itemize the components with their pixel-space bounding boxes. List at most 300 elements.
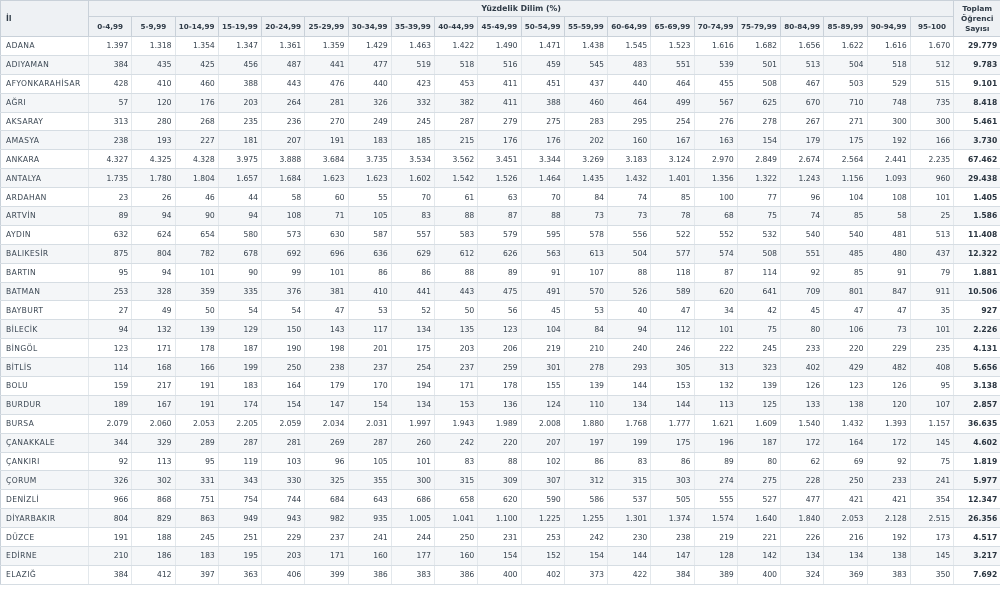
percentile-value-cell: 384 (651, 565, 694, 584)
total-students-cell: 5.656 (954, 358, 1000, 377)
province-name-cell: EDİRNE (1, 547, 89, 566)
table-row (1, 263, 1000, 282)
table-row (1, 452, 1000, 471)
percentile-value-cell: 1.041 (435, 509, 478, 528)
percentile-value-cell: 400 (478, 565, 521, 584)
percentile-value-cell: 384 (89, 55, 132, 74)
province-name-cell: ARDAHAN (1, 188, 89, 207)
percentile-value-cell: 620 (694, 282, 737, 301)
percentile-value-cell: 54 (218, 301, 261, 320)
percentile-value-cell: 328 (132, 282, 175, 301)
percentile-value-cell: 73 (608, 207, 651, 226)
percentile-value-cell: 117 (348, 320, 391, 339)
percentile-value-cell: 460 (564, 93, 607, 112)
percentile-value-cell: 45 (521, 301, 564, 320)
percentile-value-cell: 191 (175, 377, 218, 396)
percentile-value-cell: 1.354 (175, 37, 218, 56)
percentile-value-cell: 138 (867, 547, 910, 566)
province-name-cell: BOLU (1, 377, 89, 396)
percentile-value-cell: 508 (737, 74, 780, 93)
percentile-value-cell: 108 (867, 188, 910, 207)
percentile-column-header: 10-14,99 (175, 17, 218, 37)
total-students-cell: 1.881 (954, 263, 1000, 282)
percentile-value-cell: 483 (608, 55, 651, 74)
percentile-value-cell: 935 (348, 509, 391, 528)
total-students-cell: 1.405 (954, 188, 1000, 207)
province-name-cell: BALIKESİR (1, 244, 89, 263)
percentile-value-cell: 630 (305, 225, 348, 244)
percentile-value-cell: 259 (478, 358, 521, 377)
percentile-value-cell: 170 (348, 377, 391, 396)
percentile-value-cell: 250 (262, 358, 305, 377)
percentile-value-cell: 513 (910, 225, 954, 244)
percentile-value-cell: 300 (867, 112, 910, 131)
percentile-value-cell: 3.975 (218, 150, 261, 169)
percentile-value-cell: 477 (781, 490, 824, 509)
total-students-cell: 1.586 (954, 207, 1000, 226)
percentile-value-cell: 735 (910, 93, 954, 112)
percentile-value-cell: 210 (564, 339, 607, 358)
percentile-value-cell: 911 (910, 282, 954, 301)
percentile-value-cell: 4.325 (132, 150, 175, 169)
percentile-value-cell: 408 (910, 358, 954, 377)
percentile-value-cell: 71 (305, 207, 348, 226)
percentile-value-cell: 171 (435, 377, 478, 396)
percentile-value-cell: 216 (824, 528, 867, 547)
percentile-value-cell: 134 (391, 395, 434, 414)
percentile-value-cell: 70 (391, 188, 434, 207)
percentile-value-cell: 164 (262, 377, 305, 396)
percentile-value-cell: 185 (391, 131, 434, 150)
total-students-cell: 3.217 (954, 547, 1000, 566)
percentile-value-cell: 443 (262, 74, 305, 93)
total-students-cell: 5.977 (954, 471, 1000, 490)
percentile-value-cell: 1.880 (564, 414, 607, 433)
province-name-cell: BAYBURT (1, 301, 89, 320)
percentile-value-cell: 147 (651, 547, 694, 566)
percentile-value-cell: 281 (305, 93, 348, 112)
total-students-cell: 3.138 (954, 377, 1000, 396)
percentile-value-cell: 2.849 (737, 150, 780, 169)
percentile-value-cell: 191 (175, 395, 218, 414)
percentile-value-cell: 1.623 (348, 169, 391, 188)
percentile-value-cell: 1.401 (651, 169, 694, 188)
percentile-value-cell: 203 (218, 93, 261, 112)
total-students-cell: 4.131 (954, 339, 1000, 358)
percentile-value-cell: 238 (89, 131, 132, 150)
percentile-value-cell: 199 (218, 358, 261, 377)
percentile-value-cell: 241 (910, 471, 954, 490)
percentile-value-cell: 73 (564, 207, 607, 226)
province-name-cell: BİNGÖL (1, 339, 89, 358)
table-body (1, 37, 1000, 585)
percentile-column-headers (1, 17, 1000, 37)
percentile-value-cell: 154 (564, 547, 607, 566)
percentile-value-cell: 201 (348, 339, 391, 358)
percentile-value-cell: 1.682 (737, 37, 780, 56)
percentile-value-cell: 1.840 (781, 509, 824, 528)
percentile-value-cell: 1.656 (781, 37, 824, 56)
percentile-value-cell: 79 (910, 263, 954, 282)
percentile-value-cell: 275 (521, 112, 564, 131)
percentile-value-cell: 271 (824, 112, 867, 131)
percentile-value-cell: 1.356 (694, 169, 737, 188)
percentile-value-cell: 1.540 (781, 414, 824, 433)
percentile-value-cell: 253 (89, 282, 132, 301)
percentile-value-cell: 56 (478, 301, 521, 320)
percentile-value-cell: 437 (564, 74, 607, 93)
percentile-value-cell: 443 (435, 282, 478, 301)
percentile-value-cell: 88 (478, 452, 521, 471)
percentile-value-cell: 429 (824, 358, 867, 377)
percentile-value-cell: 254 (651, 112, 694, 131)
percentile-value-cell: 325 (305, 471, 348, 490)
percentile-value-cell: 2.205 (218, 414, 261, 433)
percentile-value-cell: 179 (781, 131, 824, 150)
percentile-value-cell: 144 (608, 377, 651, 396)
percentile-value-cell: 305 (651, 358, 694, 377)
percentile-value-cell: 1.243 (781, 169, 824, 188)
percentile-value-cell: 1.005 (391, 509, 434, 528)
percentile-value-cell: 45 (781, 301, 824, 320)
percentile-value-cell: 1.768 (608, 414, 651, 433)
percentile-value-cell: 293 (608, 358, 651, 377)
percentile-value-cell: 172 (867, 433, 910, 452)
percentile-value-cell: 654 (175, 225, 218, 244)
percentile-value-cell: 386 (348, 565, 391, 584)
table-row (1, 547, 1000, 566)
province-name-cell: ADANA (1, 37, 89, 56)
percentile-value-cell: 804 (132, 244, 175, 263)
percentile-value-cell: 230 (608, 528, 651, 547)
total-students-cell: 8.418 (954, 93, 1000, 112)
percentile-value-cell: 58 (867, 207, 910, 226)
percentile-value-cell: 2.034 (305, 414, 348, 433)
percentile-value-cell: 3.124 (651, 150, 694, 169)
percentile-value-cell: 153 (435, 395, 478, 414)
percentile-value-cell: 1.684 (262, 169, 305, 188)
percentile-value-cell: 101 (391, 452, 434, 471)
percentile-value-cell: 382 (435, 93, 478, 112)
percentile-column-header: 0-4,99 (89, 17, 132, 37)
percentile-value-cell: 386 (435, 565, 478, 584)
percentile-value-cell: 513 (781, 55, 824, 74)
percentile-value-cell: 126 (867, 377, 910, 396)
percentile-value-cell: 369 (824, 565, 867, 584)
percentile-value-cell: 152 (521, 547, 564, 566)
province-name-cell: BİLECİK (1, 320, 89, 339)
percentile-column-header: 30-34,99 (348, 17, 391, 37)
percentile-value-cell: 1.602 (391, 169, 434, 188)
percentile-value-cell: 278 (564, 358, 607, 377)
table-row (1, 490, 1000, 509)
percentile-value-cell: 519 (391, 55, 434, 74)
table-row (1, 112, 1000, 131)
percentile-column-header: 20-24,99 (262, 17, 305, 37)
percentile-value-cell: 423 (391, 74, 434, 93)
percentile-value-cell: 86 (391, 263, 434, 282)
percentile-value-cell: 275 (737, 471, 780, 490)
percentile-value-cell: 171 (132, 339, 175, 358)
percentile-value-cell: 160 (348, 547, 391, 566)
percentile-value-cell: 53 (348, 301, 391, 320)
percentile-value-cell: 441 (305, 55, 348, 74)
percentile-value-cell: 287 (348, 433, 391, 452)
percentile-column-header: 80-84,99 (781, 17, 824, 37)
total-students-cell: 36.635 (954, 414, 1000, 433)
percentile-value-cell: 233 (781, 339, 824, 358)
table-row (1, 377, 1000, 396)
percentile-value-cell: 54 (262, 301, 305, 320)
percentile-value-cell: 551 (651, 55, 694, 74)
percentile-value-cell: 949 (218, 509, 261, 528)
percentile-value-cell: 1.435 (564, 169, 607, 188)
percentile-value-cell: 101 (910, 188, 954, 207)
percentile-value-cell: 84 (564, 188, 607, 207)
percentile-value-cell: 373 (564, 565, 607, 584)
percentile-value-cell: 95 (89, 263, 132, 282)
percentile-value-cell: 89 (694, 452, 737, 471)
percentile-value-cell: 1.093 (867, 169, 910, 188)
percentile-value-cell: 78 (651, 207, 694, 226)
province-name-cell: ELAZIĞ (1, 565, 89, 584)
table-row (1, 74, 1000, 93)
percentile-value-cell: 625 (737, 93, 780, 112)
percentile-value-cell: 1.429 (348, 37, 391, 56)
table-row (1, 414, 1000, 433)
percentile-value-cell: 47 (651, 301, 694, 320)
percentile-value-cell: 166 (910, 131, 954, 150)
percentile-value-cell: 96 (305, 452, 348, 471)
percentile-value-cell: 456 (218, 55, 261, 74)
percentile-value-cell: 194 (391, 377, 434, 396)
percentile-value-cell: 150 (262, 320, 305, 339)
percentile-value-cell: 501 (737, 55, 780, 74)
percentile-value-cell: 1.989 (478, 414, 521, 433)
percentile-value-cell: 1.100 (478, 509, 521, 528)
percentile-value-cell: 399 (305, 565, 348, 584)
table-row (1, 37, 1000, 56)
percentile-value-cell: 412 (132, 565, 175, 584)
percentile-value-cell: 1.640 (737, 509, 780, 528)
percentile-value-cell: 529 (867, 74, 910, 93)
percentile-value-cell: 411 (478, 74, 521, 93)
percentile-value-cell: 188 (132, 528, 175, 547)
percentile-value-cell: 210 (89, 547, 132, 566)
percentile-value-cell: 982 (305, 509, 348, 528)
percentile-value-cell: 87 (694, 263, 737, 282)
percentile-value-cell: 245 (737, 339, 780, 358)
percentile-value-cell: 527 (737, 490, 780, 509)
percentile-value-cell: 133 (781, 395, 824, 414)
percentile-value-cell: 207 (262, 131, 305, 150)
percentile-value-cell: 217 (132, 377, 175, 396)
province-name-cell: ANTALYA (1, 169, 89, 188)
percentile-value-cell: 1.464 (521, 169, 564, 188)
percentile-value-cell: 801 (824, 282, 867, 301)
province-name-cell: DİYARBAKIR (1, 509, 89, 528)
percentile-value-cell: 441 (391, 282, 434, 301)
percentile-value-cell: 636 (348, 244, 391, 263)
percentile-value-cell: 153 (651, 377, 694, 396)
percentile-value-cell: 526 (608, 282, 651, 301)
percentile-value-cell: 171 (305, 547, 348, 566)
province-name-cell: AFYONKARAHİSAR (1, 74, 89, 93)
percentile-column-header: 40-44,99 (435, 17, 478, 37)
percentile-value-cell: 178 (175, 339, 218, 358)
percentile-value-cell: 193 (132, 131, 175, 150)
percentile-value-cell: 229 (262, 528, 305, 547)
percentile-value-cell: 1.225 (521, 509, 564, 528)
percentile-value-cell: 227 (175, 131, 218, 150)
percentile-value-cell: 35 (910, 301, 954, 320)
percentile-value-cell: 163 (694, 131, 737, 150)
percentile-column-header: 50-54,99 (521, 17, 564, 37)
percentile-value-cell: 804 (89, 509, 132, 528)
percentile-value-cell: 2.060 (132, 414, 175, 433)
percentile-value-cell: 868 (132, 490, 175, 509)
percentile-value-cell: 583 (435, 225, 478, 244)
percentile-value-cell: 2.031 (348, 414, 391, 433)
percentile-value-cell: 94 (608, 320, 651, 339)
percentile-value-cell: 88 (521, 207, 564, 226)
percentile-value-cell: 329 (132, 433, 175, 452)
percentile-value-cell: 206 (478, 339, 521, 358)
percentile-value-cell: 179 (305, 377, 348, 396)
percentile-value-cell: 540 (824, 225, 867, 244)
percentile-value-cell: 192 (867, 131, 910, 150)
percentile-value-cell: 287 (435, 112, 478, 131)
percentile-value-cell: 175 (391, 339, 434, 358)
percentile-value-cell: 563 (521, 244, 564, 263)
table-row (1, 225, 1000, 244)
percentile-column-header: 60-64,99 (608, 17, 651, 37)
percentile-value-cell: 250 (824, 471, 867, 490)
percentile-value-cell: 587 (348, 225, 391, 244)
table-row (1, 282, 1000, 301)
percentile-value-cell: 482 (867, 358, 910, 377)
percentile-value-cell: 100 (694, 188, 737, 207)
percentile-value-cell: 422 (608, 565, 651, 584)
table-row (1, 207, 1000, 226)
province-name-cell: AĞRI (1, 93, 89, 112)
total-students-cell: 1.819 (954, 452, 1000, 471)
percentile-value-cell: 144 (651, 395, 694, 414)
percentile-value-cell: 237 (305, 528, 348, 547)
percentile-value-cell: 331 (175, 471, 218, 490)
percentile-value-cell: 186 (132, 547, 175, 566)
percentile-value-cell: 324 (781, 565, 824, 584)
percentile-value-cell: 710 (824, 93, 867, 112)
percentile-value-cell: 92 (781, 263, 824, 282)
table-row (1, 301, 1000, 320)
percentile-column-header: 85-89,99 (824, 17, 867, 37)
percentile-value-cell: 154 (348, 395, 391, 414)
percentile-value-cell: 132 (132, 320, 175, 339)
percentile-value-cell: 90 (175, 207, 218, 226)
percentile-value-cell: 670 (781, 93, 824, 112)
percentile-value-cell: 540 (781, 225, 824, 244)
percentile-value-cell: 437 (910, 244, 954, 263)
percentile-value-cell: 118 (651, 263, 694, 282)
percentile-value-cell: 91 (867, 263, 910, 282)
percentile-value-cell: 125 (737, 395, 780, 414)
percentile-value-cell: 25 (910, 207, 954, 226)
percentile-value-cell: 145 (910, 433, 954, 452)
percentile-value-cell: 354 (910, 490, 954, 509)
province-name-cell: ÇANKIRI (1, 452, 89, 471)
percentile-value-cell: 3.534 (391, 150, 434, 169)
total-students-cell: 4.602 (954, 433, 1000, 452)
percentile-value-cell: 68 (694, 207, 737, 226)
province-name-cell: AKSARAY (1, 112, 89, 131)
percentile-value-cell: 105 (348, 207, 391, 226)
percentile-value-cell: 555 (694, 490, 737, 509)
percentile-value-cell: 264 (262, 93, 305, 112)
percentile-value-cell: 389 (694, 565, 737, 584)
percentile-value-cell: 47 (305, 301, 348, 320)
percentile-value-cell: 460 (175, 74, 218, 93)
percentile-value-cell: 692 (262, 244, 305, 263)
percentile-value-cell: 80 (737, 452, 780, 471)
percentile-column-header: 65-69,99 (651, 17, 694, 37)
percentile-value-cell: 485 (824, 244, 867, 263)
percentile-value-cell: 1.322 (737, 169, 780, 188)
percentile-value-cell: 451 (521, 74, 564, 93)
percentile-value-cell: 567 (694, 93, 737, 112)
percentile-value-cell: 172 (781, 433, 824, 452)
percentile-value-cell: 58 (262, 188, 305, 207)
percentile-value-cell: 1.255 (564, 509, 607, 528)
percentile-value-cell: 124 (521, 395, 564, 414)
total-students-cell: 927 (954, 301, 1000, 320)
percentile-value-cell: 1.156 (824, 169, 867, 188)
percentile-value-cell: 350 (910, 565, 954, 584)
percentile-value-cell: 53 (564, 301, 607, 320)
percentile-value-cell: 120 (132, 93, 175, 112)
percentile-value-cell: 187 (218, 339, 261, 358)
percentile-column-header: 70-74,99 (694, 17, 737, 37)
percentile-value-cell: 1.997 (391, 414, 434, 433)
percentile-value-cell: 61 (435, 188, 478, 207)
percentile-value-cell: 475 (478, 282, 521, 301)
percentile-value-cell: 220 (478, 433, 521, 452)
percentile-value-cell: 103 (262, 452, 305, 471)
percentile-value-cell: 754 (218, 490, 261, 509)
percentile-value-cell: 144 (608, 547, 651, 566)
percentile-value-cell: 508 (737, 244, 780, 263)
table-row (1, 395, 1000, 414)
percentile-value-cell: 90 (218, 263, 261, 282)
percentile-value-cell: 381 (305, 282, 348, 301)
percentile-value-cell: 235 (910, 339, 954, 358)
percentile-value-cell: 459 (521, 55, 564, 74)
percentile-value-cell: 101 (175, 263, 218, 282)
percentile-value-cell: 326 (89, 471, 132, 490)
percentile-value-cell: 537 (608, 490, 651, 509)
percentile-value-cell: 105 (348, 452, 391, 471)
percentile-value-cell: 522 (651, 225, 694, 244)
percentile-value-cell: 164 (824, 433, 867, 452)
percentile-value-cell: 1.397 (89, 37, 132, 56)
table-row (1, 188, 1000, 207)
total-students-cell: 3.730 (954, 131, 1000, 150)
percentile-value-cell: 189 (89, 395, 132, 414)
table-row (1, 433, 1000, 452)
percentile-value-cell: 300 (391, 471, 434, 490)
percentile-value-cell: 174 (218, 395, 261, 414)
percentile-value-cell: 143 (305, 320, 348, 339)
